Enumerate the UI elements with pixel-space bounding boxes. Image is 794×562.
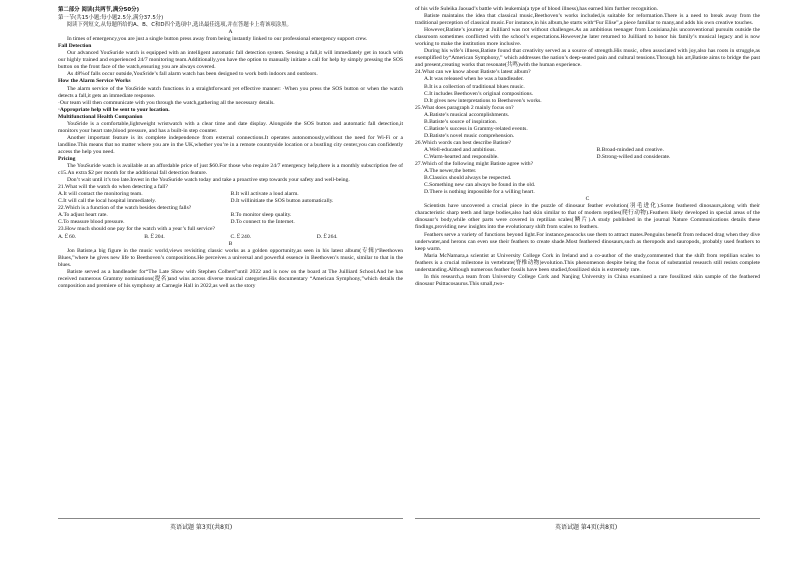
q22-options-row1 — [58, 212, 403, 219]
page-footer-right: 英语试题 第4页(共8页) — [555, 524, 618, 531]
passage-c-p3: Maria McNamara,a scientist at University College Cork in Ireland and a co-author of the study,commented that the shift from reptilian scales to feathers is a crucial milestone in vertebrate(脊椎动物)evolution.This phenomenon despite being the focus of substantial research still resists complete understanding.Although numerous feather fossils have been studied,fossilized skin is extremely rare. — [415, 252, 760, 273]
q27-option-d: D.There is nothing impossible for a willing heart. — [423, 189, 535, 196]
passage-c-p2: Feathers serve a variety of functions beyond light.For instance,peacocks use them to attract mates.Penguins benefit from reduced drag when they dive underwater,and herons can even use their feathers to create shade.Most feathered dinosaurs,such as theropods and sauropods, probably used feathers to keep warm. — [415, 231, 760, 252]
how-it-works-p3: ·Appropriate help will be sent to your location. — [58, 106, 170, 113]
q21-option-b: B.It will activate a loud alarm. — [230, 191, 299, 198]
pricing-p2: Don’t wait until it’s too late.Invest in the YouSuride watch today and take a proactive step towards your safety and well-being. — [66, 177, 350, 184]
section-title: 第一节(共15小题;每小题2.5分,满分37.5分) — [58, 15, 164, 22]
q24-option-d: D.It gives new interpretations to Beethoven’s works. — [423, 97, 542, 104]
q26-option-a: A.Well-educated and ambitious. — [423, 146, 496, 153]
q22-option-c: C.To measure blood pressure. — [58, 219, 125, 226]
passage-a-label: A — [228, 29, 233, 36]
pricing-heading: Pricing — [58, 155, 76, 162]
q23-option-a: A.￡60. — [58, 233, 77, 240]
q23-option-d: D.￡264. — [316, 233, 338, 240]
q25-option-b: B.Batiste’s source of inspiration. — [423, 118, 498, 125]
passage-b-p3: Batiste maintains the idea that classical music,Beethoven’s works included,is suitable for reformation.There is a need to break away from the traditional perception of classical music.For instance,in his album,he starts with“Fur Elise”,a piece familiar to many,and adds his own creative touches. — [415, 13, 760, 27]
multifunction-p2: Another important feature is its complete independence from external connections.It operates autonomously,without the need for Wi-Fi or a landline.This means that no matter where you are in the UK,whether you’re in a remote countryside location or a bustling city center,you can confidently access the help you need. — [58, 134, 403, 155]
q26-options-row2 — [415, 154, 760, 161]
q26-option-d: D.Strong-willed and considerate. — [596, 153, 671, 160]
q24-option-a: A.It was released when he was a bandleader. — [423, 76, 524, 83]
q24-option-c: C.It includes Beethoven’s original compositions. — [423, 90, 534, 97]
passage-b-p2-cont: of his wife Suleika Jaouad’s battle with leukemia(a type of blood illness),has earned him further recognition. — [415, 6, 659, 12]
fall-detection-p1: Our advanced YouSuride watch is equipped with an intelligent automatic fall detection system. Sensing a fall,it will immediately get in touch with our highly trained and experienced 24/7 monitoring team.Additionally,you have the option to manually initiate a call for help by simply pressing the SOS button on the front face of the watch,ensuring you are always covered. — [58, 50, 403, 71]
q27-option-b: B.Classics should always be respected. — [423, 175, 512, 182]
q25-option-d: D.Batiste’s novel music comprehension. — [423, 132, 515, 139]
part-title: 第二部分 阅读(共两节,满分50分) — [58, 7, 140, 13]
passage-a-intro: In times of emergency,you are just a single button press away from being instantly linked to our professional emergency support crew. — [66, 36, 368, 43]
passage-b-p4: However,Batiste’s journey at Juilliard was not without challenges.As an ambitious teenager from Louisiana,his unconventional pursuits outside the classroom sometimes conflicted with the school’s expectations.However,he later returned to Juilliard to honor his family’s musical legacy and is now working to make the institution more inclusive. — [415, 27, 760, 48]
passage-c-p4: In this research,a team from University College Cork and Nanjing University in China examined a rare fossilized skin sample of the feathered dinosaur Psittacosaurus.This small,two- — [415, 273, 760, 287]
how-it-works-heading: How the Alarm Service Works — [58, 78, 131, 85]
multifunction-heading: Multifunctional Health Companion — [58, 113, 143, 120]
q25-option-a: A.Batiste’s musical accomplishments. — [423, 111, 510, 118]
q27-option-a: A.The newer,the better. — [423, 168, 477, 175]
question-25: 25.What does paragraph 2 mainly focus on? — [415, 104, 514, 111]
question-24: 24.What can we know about Batiste’s latest album? — [415, 69, 531, 76]
fall-detection-p2: As 48%of falls occur outside,YouSride’s fall alarm watch has been designed to work both indoors and outdoors. — [66, 71, 318, 78]
q27-option-c: C.Something new can always be found in the old. — [423, 182, 536, 189]
q22-option-a: A.To adjust heart rate. — [58, 212, 108, 219]
q21-option-a: A.It will contact the monitoring team. — [58, 191, 143, 198]
q21-option-c: C.It will call the local hospital immediately. — [58, 198, 157, 205]
q21-option-d: D.It willinitiate the SOS button automatically. — [230, 198, 334, 205]
left-column — [58, 6, 403, 290]
passage-b-p5: During his wife’s illness,Batiste found that creativity served as a source of strength.His music, often associated with joy,also has roots in struggle,as exemplified by“American Symphony,” which addresses the nation’s deep-seated pain and cultural tensions.Through his art,Batiste aims to bridge the past and present,creating works that resonate(共鸣)with the human experience. — [415, 48, 760, 69]
fall-detection-heading: Fall Detection — [58, 43, 92, 50]
right-column — [415, 6, 760, 288]
q24-option-b: B.It is a collection of traditional blues music. — [423, 83, 525, 90]
q26-options-row1 — [415, 147, 760, 154]
passage-b-p1: Jon Batiste,a big figure in the music world,views revisiting classic works as a golden opportunity,as seen in his latest album(专辑)“Beethoven Blues,”where he gives new life to Beethoven’s compositions.He perceives a universal and powerful essence in Beethoven’s music, similar to that in the blues. — [58, 247, 403, 268]
instructions: 阅读下列短文,从每题所给的A、B、C和D四个选项中,选出最佳选项,并在答题卡上将该项涂黑。 — [66, 22, 292, 29]
q21-options-row1 — [58, 191, 403, 198]
footer-divider-left — [58, 518, 403, 519]
q22-option-b: B.To monitor sleep quality. — [230, 212, 292, 219]
q25-option-c: C.Batiste’s success in Grammy-related events. — [423, 125, 528, 132]
q26-option-c: C.Warm-hearted and responsible. — [423, 153, 499, 160]
question-23: 23.How much should one pay for the watch with a year’s full service? — [58, 226, 215, 233]
passage-b-label: B — [228, 240, 233, 247]
q22-option-d: D.To connect to the Internet. — [230, 219, 295, 226]
q23-option-c: C.￡240. — [230, 233, 252, 240]
pricing-p1: The YouSuride watch is available at an affordable price of just $60.For those who require 24/7 emergency help,there is a monthly subscription fee of c15.An extra $2 per month for the additional fall detection feature. — [58, 163, 403, 177]
passage-c-p1: Scientists have uncovered a crucial piece in the puzzle of dinosaur feather evolution(羽毛进化).Some feathered dinosaurs,along with their characteristic sharp teeth and large bodies,also had skin similar to that of modern reptiles(爬行动物).Feathers likely developed in special areas of the dinosaur’s body,while other parts were covered in reptilian scales(鳞片).A study published in the journal Nature Communications details these findings,providing new insights into the evolutionary shift from scales to feathers. — [415, 203, 760, 231]
passage-b-p2: Batiste served as a bandleader for“The Late Show with Stephen Colbert”until 2022 and is now on the board at The Juilliard School.And he has received numerous Grammy nominations(提名)and wins across diverse musical categories.His documentary “American Symphony,”which details the composition and premiere of his symphony at Carnegie Hall in 2022,as well as the story — [58, 268, 403, 289]
q23-options — [58, 234, 403, 241]
how-it-works-p1: The alarm service of the YouSride watch functions in a straightforward yet effective manner: ·When you press the SOS button or when the watch detects a fall,it gets an immediate response. — [58, 85, 403, 99]
question-21: 21.What will the watch do when detecting a fall? — [58, 184, 168, 191]
how-it-works-p2: ·Our team will then communicate with you through the watch,gathering all the necessary details. — [58, 99, 275, 106]
q23-option-b: B.￡204. — [144, 233, 165, 240]
question-22: 22.Which is a function of the watch besides detecting falls? — [58, 205, 192, 212]
footer-divider-right — [415, 518, 760, 519]
q26-option-b: B.Broad-minded and creative. — [596, 146, 664, 153]
question-26: 26.Which words can best describe Batiste? — [415, 139, 511, 146]
multifunction-p1: YouSride is a comfortable,lightweight wristwatch with a clear time and date display. Alongside the SOS button and automatic fall detection,it monitors your heart rate,blood pressure, and has a built-in step counter. — [58, 120, 403, 134]
page-footer-left: 英语试题 第3页(共8页) — [170, 524, 233, 531]
passage-c-label: C — [585, 196, 590, 203]
question-27: 27.Which of the following might Batiste agree with? — [415, 161, 534, 168]
